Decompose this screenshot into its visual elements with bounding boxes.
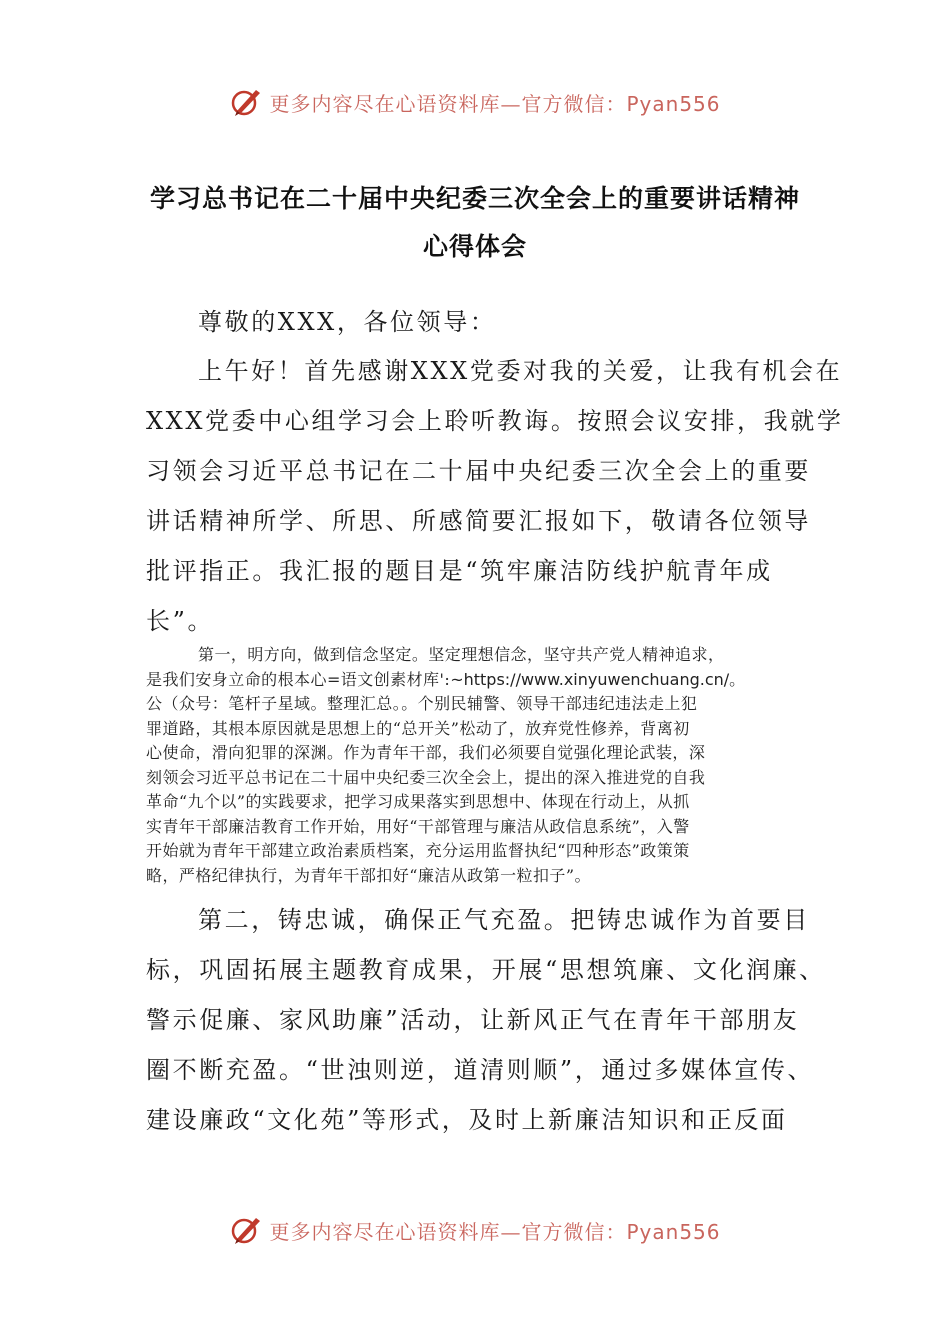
paragraph-line: 标，巩固拓展主题教育成果，开展“思想筑廉、文化润廉、 [146,956,826,984]
pen-logo-icon [229,1212,265,1248]
title-line-2: 心得体会 [422,232,527,261]
paragraph-line: 心使命，滑向犯罪的深渊。作为青年干部，我们必须要自觉强化理论武装，深 [146,743,706,762]
watermark-banner-bottom [0,1210,950,1250]
paragraph-line: 罪道路，其根本原因就是思想上的“总开关”松动了，放弃党性修养，背离初 [146,718,690,738]
document-title [120,175,830,271]
watermark-banner-top [0,82,950,122]
wechat-id: Pyan556 [626,1219,721,1244]
source-url: ~https://www.xinyuwenchuang.cn/。 [450,669,746,689]
paragraph-line: 圈不断充盈。“世浊则逆，道清则顺”，通过多媒体宣传、 [146,1056,815,1084]
paragraph-line: 刻领会习近平总书记在二十届中央纪委三次全会上，提出的深入推进党的自我 [146,767,706,787]
paragraph-line: 警示促廉、家风助廉”活动，让新风正气在青年干部朋友 [146,1006,800,1034]
paragraph-line: 开始就为青年干部建立政治素质档案，充分运用监督执纪“四种形态”政策策 [146,841,690,860]
paragraph-line: 公（众号：笔杆子星域。整理汇总。。个别民辅警、领导干部违纪违法走上犯 [146,694,698,713]
paragraph-1 [146,346,844,646]
paragraph-line: 第二，铸忠诚，确保正气充盈。把铸忠诚作为首要目 [198,906,810,934]
paragraph-line: 长”。 [146,607,215,635]
paragraph-line: 讲话精神所学、所思、所感简要汇报如下，敬请各位领导 [146,507,811,535]
pen-logo-icon [229,84,265,120]
paragraph-line: 革命“九个以”的实践要求，把学习成果落实到思想中、体现在行动上，从抓 [146,792,690,811]
paragraph-line: 上午好！首先感谢XXX党委对我的关爱，让我有机会在 [198,357,843,385]
paragraph-line: 建设廉政“文化苑”等形式，及时上新廉洁知识和正反面 [146,1106,788,1134]
title-line-1: 学习总书记在二十届中央纪委三次全会上的重要讲话精神 [149,184,800,213]
paragraph-line: 是我们安身立命的根本心=语文创素材库':~https://www.xinyuwenchuang.cn/。 [146,669,746,689]
watermark-text: 更多内容尽在心语资料库—官方微信：Pyan556 [269,1219,721,1244]
paragraph-line: 第一，明方向，做到信念坚定。坚定理想信念，坚守共产党人精神追求， [198,645,725,664]
wechat-id: Pyan556 [626,91,721,116]
paragraph-3 [146,895,826,1145]
paragraph-line: 略，严格纪律执行，为青年干部扣好“廉洁从政第一粒扣子”。 [146,865,591,885]
paragraph-line: 批评指正。我汇报的题目是“筑牢廉洁防线护航青年成 [146,557,773,585]
paragraph-line: 习领会习近平总书记在二十届中央纪委三次全会上的重要 [146,457,811,485]
paragraph-line: 实青年干部廉洁教育工作开始，用好“干部管理与廉洁从政信息系统”，入警 [146,816,690,836]
watermark-text: 更多内容尽在心语资料库—官方微信：Pyan556 [269,91,721,116]
greeting: 尊敬的XXX，各位领导： [198,308,497,336]
paragraph-line: XXX党委中心组学习会上聆听教诲。按照会议安排，我就学 [146,407,844,435]
paragraph-2 [146,643,808,888]
